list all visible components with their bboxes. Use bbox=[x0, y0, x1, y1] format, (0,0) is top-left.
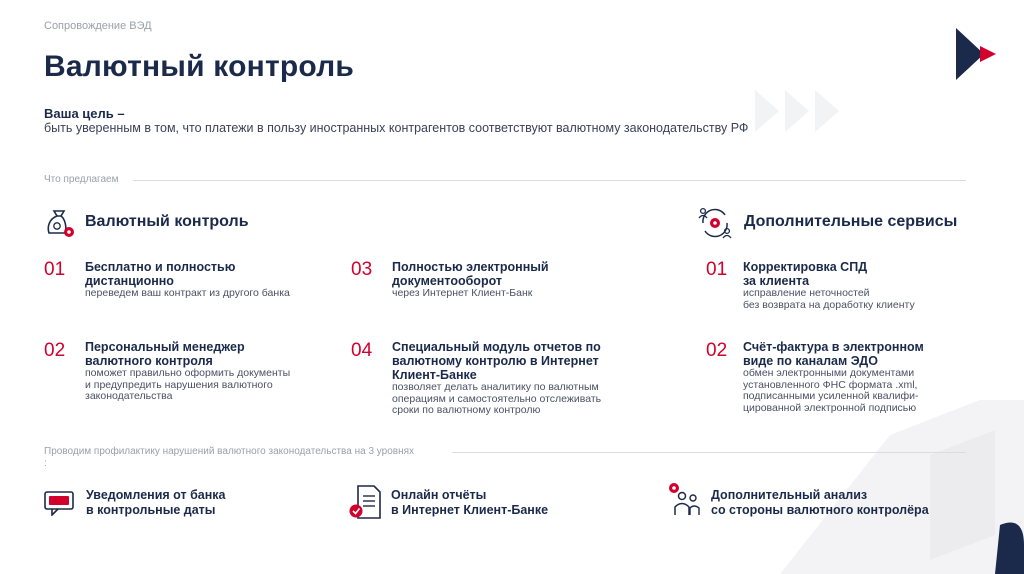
brand-logo-icon bbox=[950, 24, 1006, 82]
bottom-item bbox=[86, 488, 226, 518]
item-number: 04 bbox=[351, 340, 373, 361]
money-bag-gear-icon bbox=[43, 205, 77, 239]
item-title-line: валютному контролю в Интернет bbox=[392, 354, 599, 368]
item-title-line: Клиент-Банке bbox=[392, 368, 477, 382]
item-title-line: виде по каналам ЭДО bbox=[743, 354, 878, 368]
item-desc-line: операциям и самостоятельно отслеживать bbox=[392, 392, 602, 405]
item-desc-line: без возврата на доработку клиенту bbox=[743, 298, 915, 311]
list-item bbox=[85, 340, 335, 403]
item-title-line: Специальный модуль отчетов по bbox=[392, 340, 601, 354]
item-desc-line: цированной электронной подписью bbox=[743, 401, 917, 414]
bottom-item-line: Онлайн отчёты bbox=[391, 488, 487, 502]
item-title-line: Персональный менеджер bbox=[85, 340, 245, 354]
bottom-item-line: в Интернет Клиент-Банке bbox=[391, 503, 549, 517]
service-people-gear-icon bbox=[697, 205, 733, 241]
item-title-line: дистанционно bbox=[85, 274, 174, 288]
bottom-item-line: со стороны валютного контролёра bbox=[711, 503, 929, 517]
item-number: 03 bbox=[351, 259, 373, 280]
item-desc-line: обмен электронными документами bbox=[743, 367, 915, 379]
divider bbox=[133, 180, 966, 181]
item-title-line: Счёт-фактура в электронном bbox=[743, 340, 924, 354]
item-title-line: валютного контроля bbox=[85, 354, 213, 368]
item-number: 02 bbox=[706, 340, 728, 361]
prevention-colon: : bbox=[44, 458, 47, 469]
item-desc-line: и предупредить нарушения валютного bbox=[85, 378, 273, 391]
item-title-line: документооборот bbox=[392, 274, 503, 288]
bottom-item-line: Дополнительный анализ bbox=[711, 488, 868, 502]
prevention-section-label: Проводим профилактику нарушений валютного законодательства на 3 уровнях bbox=[44, 446, 415, 457]
bottom-item-line: в контрольные даты bbox=[86, 503, 216, 517]
page-title: Валютный контроль bbox=[44, 50, 355, 83]
item-desc-line: позволяет делать аналитику по валютным bbox=[392, 381, 599, 393]
decorative-shape-bg bbox=[780, 395, 1024, 574]
list-item bbox=[392, 340, 662, 417]
item-number: 01 bbox=[44, 259, 66, 280]
item-desc-line: через Интернет Клиент-Банк bbox=[392, 287, 533, 299]
item-desc-line: подписанными усиленной квалифи- bbox=[743, 390, 919, 402]
report-doc-icon bbox=[348, 484, 382, 520]
list-item bbox=[743, 260, 973, 311]
left-column-title: Валютный контроль bbox=[85, 213, 249, 230]
notification-icon bbox=[44, 490, 76, 516]
decorative-chevrons-icon bbox=[755, 88, 865, 134]
bottom-item bbox=[711, 488, 929, 518]
item-desc-line: законодательства bbox=[85, 390, 173, 402]
bottom-item-line: Уведомления от банка bbox=[86, 488, 226, 502]
right-column-title: Дополнительные сервисы bbox=[744, 213, 958, 230]
controller-people-icon bbox=[666, 481, 702, 517]
offer-section-label: Что предлагаем bbox=[44, 174, 119, 185]
goal-text: быть уверенным в том, что платежи в пользу иностранных контрагентов соответствуют валютному законодательству РФ bbox=[44, 121, 749, 135]
list-item bbox=[392, 260, 652, 300]
bottom-item bbox=[391, 488, 548, 518]
item-desc-line: поможет правильно оформить документы bbox=[85, 367, 291, 379]
breadcrumb: Сопровождение ВЭД bbox=[44, 20, 152, 32]
item-number: 02 bbox=[44, 340, 66, 361]
item-number: 01 bbox=[706, 259, 728, 280]
list-item bbox=[743, 340, 973, 414]
list-item bbox=[85, 260, 335, 300]
item-desc-line: переведем ваш контракт из другого банка bbox=[85, 287, 290, 299]
item-desc-line: исправление неточностей bbox=[743, 287, 870, 299]
item-title-line: Бесплатно и полностью bbox=[85, 260, 236, 274]
item-desc-line: сроки по валютному контролю bbox=[392, 404, 541, 416]
item-title-line: Полностью электронный bbox=[392, 260, 549, 274]
item-desc-line: установленного ФНС формата .xml, bbox=[743, 378, 918, 391]
divider bbox=[452, 452, 966, 453]
item-title-line: Корректировка СПД bbox=[743, 260, 868, 274]
goal-label: Ваша цель – bbox=[44, 106, 125, 121]
item-title-line: за клиента bbox=[743, 274, 810, 288]
